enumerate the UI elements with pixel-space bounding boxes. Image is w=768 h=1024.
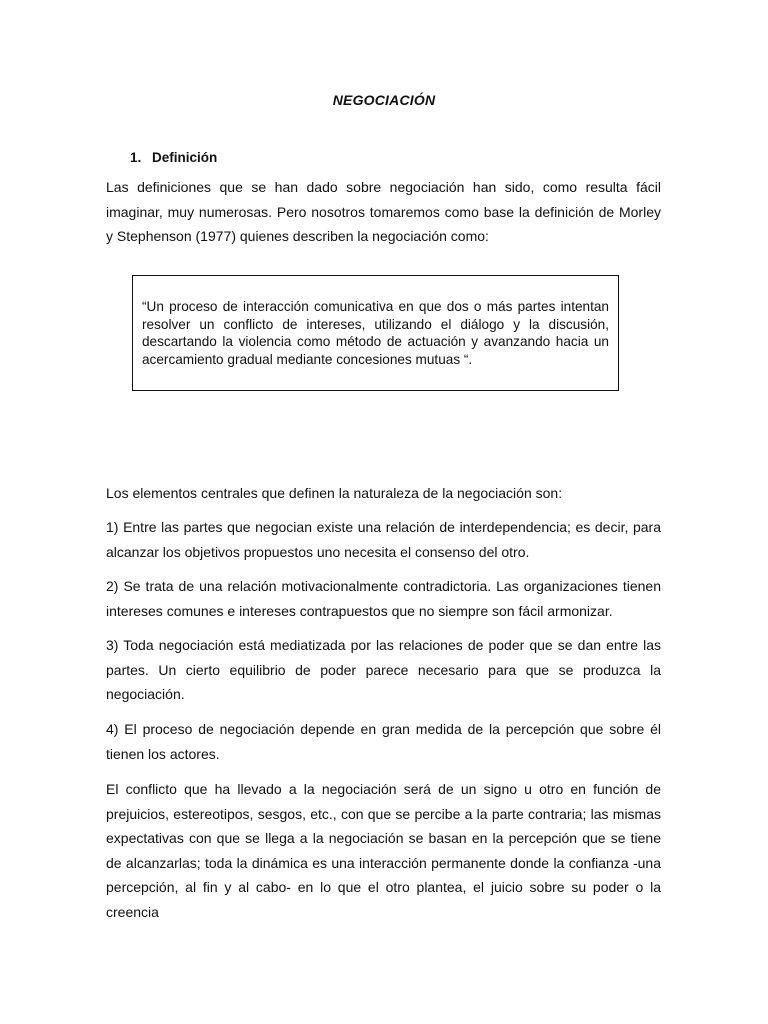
document-title: NEGOCIACIÓN xyxy=(332,92,436,108)
element-item-4: 4) El proceso de negociación depende en gran medida de la percepción que sobre él tienen los actores. xyxy=(106,721,661,762)
element-item-1: 1) Entre las partes que negocian existe una relación de interdependencia; es decir, para alcanzar los objetivos propuestos uno necesita el consenso del otro. xyxy=(106,519,661,560)
element-item-3: 3) Toda negociación está mediatizada por las relaciones de poder que se dan entre las partes. Un cierto equilibrio de poder parece necesario para que se produzca la negociación. xyxy=(106,637,661,702)
definition-quote-box xyxy=(132,275,619,391)
section-heading xyxy=(130,150,217,165)
section-number: 1. xyxy=(130,150,142,165)
elements-intro: Los elementos centrales que definen la naturaleza de la negociación son: xyxy=(106,485,563,501)
closing-paragraph: El conflicto que ha llevado a la negociación será de un signo u otro en función de prejuicios, estereotipos, sesgos, etc., con que se percibe a la parte contraria; las mismas expectativas con que se llega a la negociación se basan en la percepción que se tiene de alcanzarlas; toda la dinámica es una interacción permanente donde la confianza -una percepción, al fin y al cabo- en lo que el otro plantea, el juicio sobre su poder o la creencia xyxy=(106,781,661,920)
element-item-2: 2) Se trata de una relación motivacionalmente contradictoria. Las organizaciones tienen intereses comunes e intereses contrapuestos que no siempre son fácil armonizar. xyxy=(106,578,661,619)
definition-quote: “Un proceso de interacción comunicativa en que dos o más partes intentan resolver un conflicto de intereses, utilizando el diálogo y la discusión, descartando la violencia como método de actuación y avanzando hacia un acercamiento gradual mediante concesiones mutuas “. xyxy=(142,299,609,367)
section-heading-text: Definición xyxy=(152,150,218,165)
intro-paragraph: Las definiciones que se han dado sobre negociación han sido, como resulta fácil imaginar, muy numerosas. Pero nosotros tomaremos como base la definición de Morley y Stephenson (1977) quienes describen la negociación como: xyxy=(106,179,661,244)
